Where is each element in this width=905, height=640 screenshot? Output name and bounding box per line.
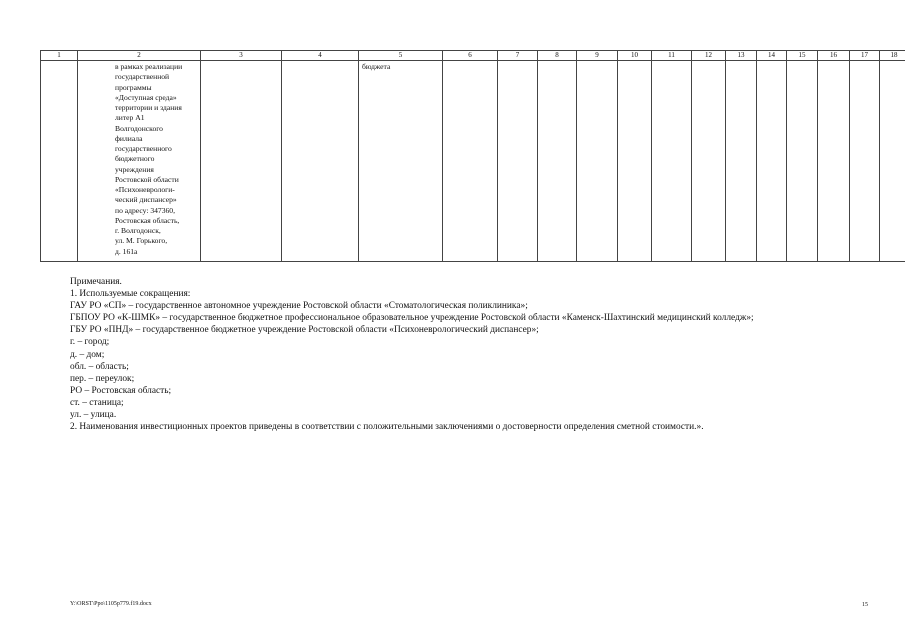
column-number: 3 bbox=[201, 51, 282, 61]
table-cell bbox=[652, 61, 692, 262]
table-cell bbox=[850, 61, 880, 262]
note-line: 1. Используемые сокращения: bbox=[70, 289, 191, 300]
footer-file-path: Y:\ORST\Ppo\1105p779.f19.docx bbox=[70, 601, 152, 607]
cell-line: программы bbox=[115, 82, 152, 92]
column-number: 5 bbox=[359, 51, 443, 61]
cell-line: территории и здания bbox=[115, 103, 182, 112]
data-table bbox=[40, 50, 905, 262]
note-line: ст. – станица; bbox=[70, 397, 124, 408]
table-cell bbox=[41, 61, 78, 262]
cell-line: по адресу: 347360, bbox=[115, 205, 176, 215]
cell-line: Ростовская область, bbox=[115, 215, 180, 225]
funding-source-cell: бюджета bbox=[359, 61, 443, 262]
column-number: 14 bbox=[757, 51, 787, 61]
column-number: 2 bbox=[78, 51, 201, 61]
column-number: 9 bbox=[577, 51, 618, 61]
column-number: 11 bbox=[652, 51, 692, 61]
column-number: 7 bbox=[498, 51, 538, 61]
cell-line: в рамках реализации bbox=[115, 62, 183, 71]
note-line: ГБПОУ РО «К-ШМК» – государственное бюджетное профессиональное образовательное учреждение Ростовской области «Каменск-Шахтинский медицинский колледж»; bbox=[70, 313, 754, 324]
table-cell bbox=[201, 61, 282, 262]
page-number: 15 bbox=[862, 602, 868, 608]
column-number: 10 bbox=[618, 51, 652, 61]
column-number: 4 bbox=[282, 51, 359, 61]
cell-line: государственной bbox=[115, 72, 170, 82]
cell-line: Ростовской области bbox=[115, 174, 179, 184]
column-number: 16 bbox=[818, 51, 850, 61]
table-row bbox=[41, 61, 905, 262]
cell-line: «Доступная среда» bbox=[115, 92, 177, 102]
cell-line: литер А1 bbox=[115, 113, 145, 123]
table-cell bbox=[818, 61, 850, 262]
note-line: РО – Ростовская область; bbox=[70, 385, 172, 396]
note-line: ул. – улица. bbox=[70, 410, 117, 421]
table-cell bbox=[498, 61, 538, 262]
cell-line: бюджетного bbox=[115, 154, 155, 164]
table-cell bbox=[443, 61, 498, 262]
notes-title: Примечания. bbox=[70, 277, 122, 287]
table-cell bbox=[757, 61, 787, 262]
column-number: 15 bbox=[787, 51, 818, 61]
note-line: пер. – переулок; bbox=[70, 373, 135, 384]
column-number: 17 bbox=[850, 51, 880, 61]
table-cell bbox=[692, 61, 726, 262]
note-line: обл. – область; bbox=[70, 361, 129, 372]
notes-section bbox=[70, 276, 754, 433]
note-line: г. – город; bbox=[70, 337, 110, 348]
cell-line: ческий диспансер» bbox=[115, 195, 177, 205]
table-cell bbox=[577, 61, 618, 262]
cell-line: Волгодонского bbox=[115, 123, 163, 133]
project-name-cell bbox=[78, 61, 201, 262]
note-line: ГАУ РО «СП» – государственное автономное учреждение Ростовской области «Стоматологическая поликлиника»; bbox=[70, 301, 528, 312]
cell-line: государственного bbox=[115, 144, 172, 153]
table-cell bbox=[787, 61, 818, 262]
column-number: 18 bbox=[880, 51, 905, 61]
column-number: 1 bbox=[41, 51, 78, 61]
cell-line: ул. М. Горького, bbox=[115, 236, 168, 246]
cell-line: г. Волгодонск, bbox=[115, 226, 161, 235]
cell-line: «Психоневрологи- bbox=[115, 185, 175, 194]
column-number: 13 bbox=[726, 51, 757, 61]
cell-line: д. 161а bbox=[115, 246, 138, 256]
column-number: 6 bbox=[443, 51, 498, 61]
table-cell bbox=[726, 61, 757, 262]
cell-line: филиала bbox=[115, 133, 143, 143]
table-cell bbox=[880, 61, 905, 262]
cell-line: учреждения bbox=[115, 164, 154, 174]
column-number: 12 bbox=[692, 51, 726, 61]
table-header-row bbox=[41, 51, 905, 61]
table-cell bbox=[282, 61, 359, 262]
column-number: 8 bbox=[538, 51, 577, 61]
note-line: ГБУ РО «ПНД» – государственное бюджетное учреждение Ростовской области «Психоневрологический диспансер»; bbox=[70, 325, 539, 336]
table-cell bbox=[618, 61, 652, 262]
table-cell bbox=[538, 61, 577, 262]
note-line: д. – дом; bbox=[70, 349, 105, 360]
note-line: 2. Наименования инвестиционных проектов приведены в соответствии с положительными заключениями о достоверности определения сметной стоимости.». bbox=[70, 422, 704, 433]
